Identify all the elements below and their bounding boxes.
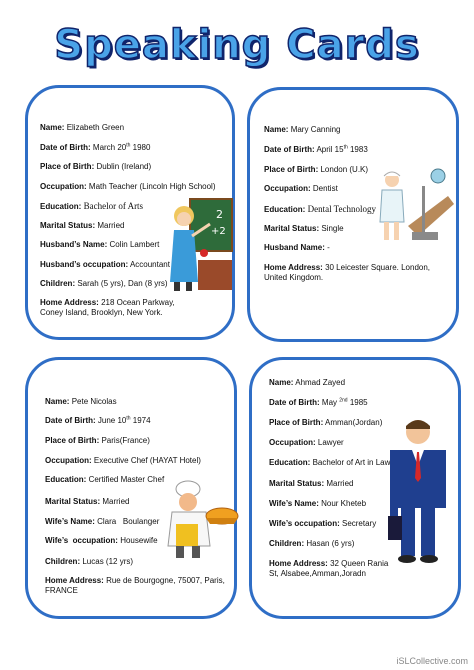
speaking-card-mary [247,87,459,342]
card-field-children: Children: Lucas (12 yrs) [45,557,134,566]
card-field-occupation: Occupation: Lawyer [269,438,344,447]
card-field-spouse-name: Wife’s Name: Clara Boulanger [45,517,160,526]
card-field-spouse-occupation: Wife’s occupation: Secretary [269,519,377,528]
card-field-marital: Marital Status: Single [264,224,344,233]
dentist-illustration [378,166,458,248]
card-field-name: Name: Ahmad Zayed [269,378,346,387]
card-field-occupation: Occupation: Executive Chef (HAYAT Hotel) [45,456,201,465]
card-field-pob: Place of Birth: Dublin (Ireland) [40,162,152,171]
card-field-education: Education: Bachelor of Art in Law [269,458,391,467]
card-field-education: Education: Certified Master Chef [45,475,165,484]
card-field-children: Children: Hasan (6 yrs) [269,539,355,548]
speaking-card-ahmad [249,357,461,619]
card-field-dob: Date of Birth: April 15th 1983 [264,144,368,154]
card-field-spouse-occupation: Husband’s occupation: Accountant [40,260,170,269]
svg-text:+2: +2 [211,226,226,237]
footer-watermark: iSLCollective.com [396,656,468,666]
speaking-card-pete [25,357,237,619]
card-field-pob: Place of Birth: London (U.K) [264,165,369,174]
card-field-address: Home Address: Rue de Bourgogne, 75007, Paris, FRANCE [45,576,225,595]
card-field-occupation: Occupation: Math Teacher (Lincoln High School) [40,182,216,191]
svg-text:2: 2 [216,208,223,221]
card-field-spouse-occupation: Wife’s occupation: Housewife [45,536,158,545]
businessman-illustration [388,416,448,566]
teacher-illustration [166,196,234,292]
card-field-name: Name: Pete Nicolas [45,397,117,406]
card-field-address: Home Address: 218 Ocean Parkway, Coney Island, Brooklyn, New York. [40,298,175,317]
card-field-name: Name: Mary Canning [264,125,341,134]
page-title: Speaking Cards [54,22,420,68]
card-field-marital: Marital Status: Married [269,479,354,488]
card-field-spouse-name: Wife’s Name: Nour Kheteb [269,499,367,508]
card-field-address: Home Address: 30 Leicester Square. London, United Kingdom. [264,263,431,282]
card-field-address: Home Address: 32 Queen Rania St, Alsabee,Amman,Joradn [269,559,389,578]
card-field-pob: Place of Birth: Paris(France) [45,436,150,445]
card-field-education: Education: Bachelor of Arts [40,201,144,211]
card-field-children: Children: Sarah (5 yrs), Dan (8 yrs) [40,279,168,288]
speaking-card-elizabeth [25,85,235,340]
card-field-spouse-name: Husband’s Name: Colin Lambert [40,240,160,249]
card-field-marital: Marital Status: Married [45,497,130,506]
card-field-dob: Date of Birth: June 10th 1974 [45,415,151,425]
card-field-dob: Date of Birth: May $^{2nd}$ 1985 [269,397,368,407]
card-field-pob: Place of Birth: Amman(Jordan) [269,418,383,427]
card-field-name: Name: Elizabeth Green [40,123,125,132]
card-field-marital: Marital Status: Married [40,221,125,230]
chef-illustration [166,480,242,560]
card-field-education: Education: Dental Technology [264,204,377,214]
card-field-dob: Date of Birth: March 20th 1980 [40,142,151,152]
card-field-spouse-name: Husband Name: - [264,243,330,252]
card-field-occupation: Occupation: Dentist [264,184,338,193]
